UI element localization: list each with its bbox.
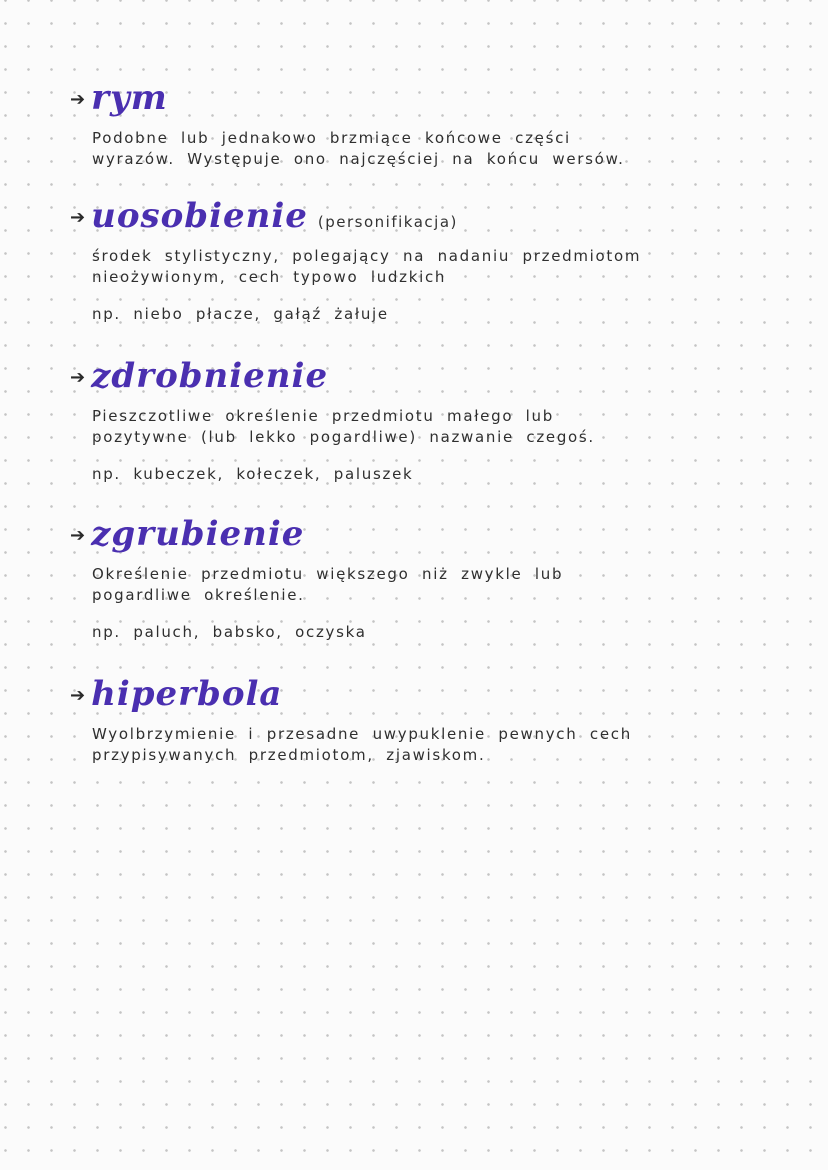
entry-zgrubienie — [70, 514, 770, 643]
definition-line: nieożywionym, cech typowo ludzkich — [92, 268, 447, 286]
entry-heading — [70, 514, 770, 554]
definition-line: pogardliwe określenie. — [92, 586, 305, 604]
term-title: rym — [91, 78, 168, 118]
definition-line: środek stylistyczny, polegający na nadaniu przedmiotom — [92, 247, 642, 265]
entry-heading — [70, 196, 770, 236]
right-arrow-icon: ➔ — [70, 525, 86, 546]
entry-rym — [70, 78, 770, 170]
term-title: zdrobnienie — [91, 356, 329, 396]
entry-zdrobnienie — [70, 356, 770, 485]
definition-line: przypisywanych przedmiotom, zjawiskom. — [92, 746, 486, 764]
right-arrow-icon: ➔ — [70, 207, 86, 228]
definition-line: Pieszczotliwe określenie przedmiotu małego lub — [92, 407, 554, 425]
term-note: (personifikacja) — [317, 213, 458, 231]
example-line: np. paluch, babsko, oczyska — [92, 623, 367, 641]
term-title: hiperbola — [91, 674, 283, 714]
entry-heading — [70, 78, 770, 118]
definition-line: Określenie przedmiotu większego niż zwykle lub — [92, 565, 564, 583]
term-title: zgrubienie — [91, 514, 305, 554]
example-line: np. niebo płacze, gałąź żałuje — [92, 305, 389, 323]
entry-hiperbola — [70, 674, 770, 766]
right-arrow-icon: ➔ — [70, 367, 86, 388]
example-line: np. kubeczek, kołeczek, paluszek — [92, 465, 414, 483]
entry-uosobienie — [70, 196, 770, 325]
right-arrow-icon: ➔ — [70, 89, 86, 110]
entry-heading — [70, 674, 770, 714]
definition-line: Wyolbrzymienie i przesadne uwypuklenie pewnych cech — [92, 725, 632, 743]
definition-line: wyrazów. Występuje ono najczęściej na końcu wersów. — [92, 150, 625, 168]
right-arrow-icon: ➔ — [70, 685, 86, 706]
term-title: uosobienie — [91, 196, 308, 236]
definition-line: pozytywne (lub lekko pogardliwe) nazwanie czegoś. — [92, 428, 595, 446]
definition-line: Podobne lub jednakowo brzmiące końcowe części — [92, 129, 571, 147]
entry-heading — [70, 356, 770, 396]
